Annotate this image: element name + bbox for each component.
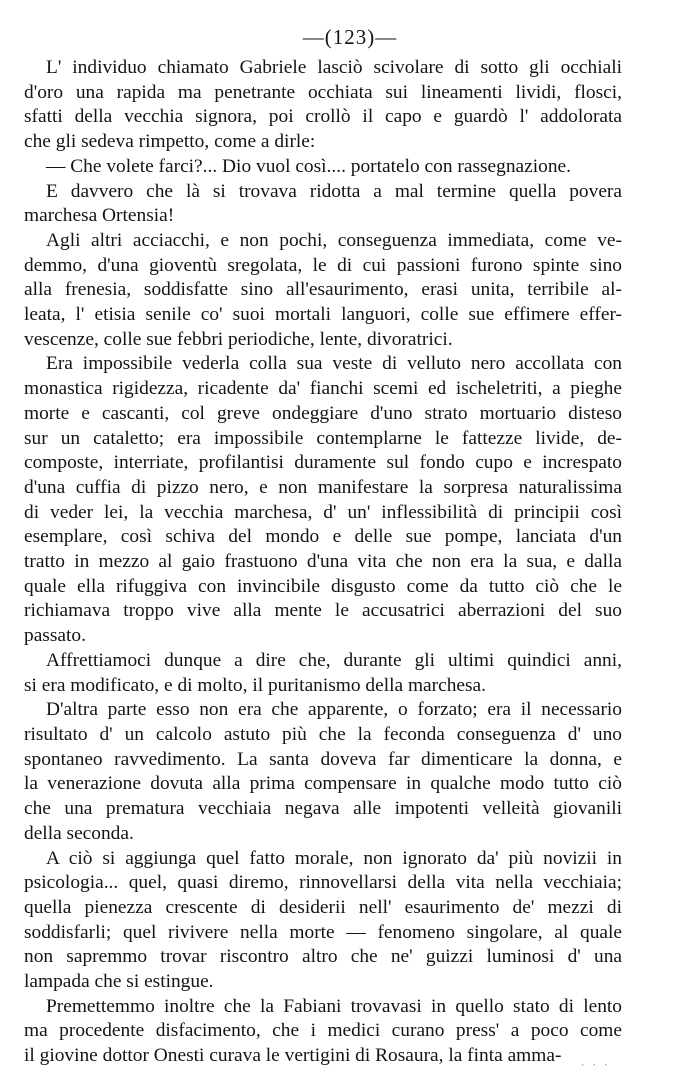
text-line: morte e cascanti, col greve ondeggiare d'uno strato mortuario disteso [24, 402, 622, 424]
text-line: d'una cuffia di pizzo nero, e non manifestare la sorpresa naturalissima [24, 476, 622, 498]
text-line: Agli altri acciacchi, e non pochi, conseguenza immediata, come ve- [46, 229, 622, 251]
body-text [24, 56, 622, 1069]
text-line: psicologia... quel, quasi diremo, rinnovellarsi della vita nella vecchiaia; [24, 872, 622, 894]
text-line: E davvero che là si trovava ridotta a mal termine quella povera [46, 180, 622, 202]
text-line: sur un cataletto; era impossibile contemplarne le fattezze livide, de- [24, 427, 622, 449]
text-line: quella pienezza crescente di desiderii nell' esaurimento de' mezzi di [24, 896, 622, 918]
text-line: si era modificato, e di molto, il puritanismo della marchesa. [24, 674, 487, 696]
text-line: la venerazione dovuta alla prima compensare in qualche modo tutto ciò [24, 773, 622, 795]
paragraph [24, 649, 622, 698]
paragraph [24, 155, 622, 180]
text-line: sfatti della vecchia signora, poi crollò il capo e guardò l' addolorata [24, 106, 622, 128]
text-line: Premettemmo inoltre che la Fabiani trovavasi in quello stato di lento [46, 995, 622, 1017]
paragraph [24, 995, 622, 1069]
text-line: della seconda. [24, 822, 134, 844]
text-line: passato. [24, 625, 86, 647]
text-line: demmo, d'una gioventù sregolata, le di cui passioni furono spinte sino [24, 254, 622, 276]
text-line: lampada che si estingue. [24, 971, 214, 993]
page-footer-marks: · · · [580, 1057, 610, 1073]
text-line: risultato d' un calcolo astuto più che la feconda conseguenza d' uno [24, 723, 622, 745]
text-line: leata, l' etisia senile co' suoi mortali languori, colle sue effimere effer- [24, 304, 622, 326]
text-line: spontaneo ravvedimento. La santa doveva far dimenticare la donna, e [24, 748, 622, 770]
text-line: richiamava troppo vive alla mente le accusatrici aberrazioni del suo [24, 600, 622, 622]
text-line: monastica rigidezza, ricadente da' fianchi scemi ed ischeletriti, a pieghe [24, 378, 622, 400]
text-line: — Che volete farci?... Dio vuol così.... portatelo con rassegnazione. [46, 155, 571, 177]
text-line: che gli sedeva rimpetto, come a dirle: [24, 131, 316, 153]
text-line: L' individuo chiamato Gabriele lasciò scivolare di sotto gli occhiali [46, 57, 622, 78]
text-line: D'altra parte esso non era che apparente, o forzato; era il necessario [46, 699, 622, 721]
text-line: alla frenesia, soddisfatte sino all'esaurimento, erasi unita, terribile al- [24, 279, 622, 301]
text-line: marchesa Ortensia! [24, 205, 175, 227]
text-line: quale ella rifuggiva con invincibile disgusto come da tutto ciò che le [24, 575, 622, 597]
paragraph [24, 352, 622, 648]
paragraph [24, 180, 622, 229]
text-line: Era impossibile vederla colla sua veste di velluto nero accollata con [46, 353, 622, 375]
paragraph [24, 229, 622, 353]
text-line: soddisfarli; quel rivivere nella morte — fenomeno singolare, al quale [24, 921, 622, 943]
paragraph [24, 56, 622, 155]
text-line: che una prematura vecchiaia negava alle impotenti velleità giovanili [24, 798, 622, 820]
text-line: vescenze, colle sue febbri periodiche, lente, divoratrici. [24, 328, 453, 350]
text-line: ma procedente disfacimento, che i medici curano press' a poco come [24, 1020, 622, 1042]
text-line: il giovine dottor Onesti curava le vertigini di Rosaura, la finta amma- [24, 1045, 562, 1067]
text-line: Affrettiamoci dunque a dire che, durante gli ultimi quindici anni, [46, 649, 622, 671]
text-line: A ciò si aggiunga quel fatto morale, non ignorato da' più novizii in [46, 847, 622, 869]
paragraph [24, 698, 622, 846]
text-line: di veder lei, la vecchia marchesa, d' un' inflessibilità di principii così [24, 501, 622, 523]
text-line: tratto in mezzo al gaio frastuono d'una vita che non era la sua, e dalla [24, 551, 622, 573]
paragraph [24, 847, 622, 995]
text-line: composte, interriate, profilantisi duramente sul fondo cupo e increspato [24, 452, 622, 474]
text-line: non sapremmo trovar riscontro altro che ne' guizzi luminosi d' una [24, 946, 622, 968]
page-number: —(123)— [302, 25, 398, 49]
text-line: d'oro una rapida ma penetrante occhiata sui lineamenti lividi, flosci, [24, 81, 622, 103]
text-line: esemplare, così schiva del mondo e delle sue pompe, lanciata d'un [24, 526, 622, 548]
